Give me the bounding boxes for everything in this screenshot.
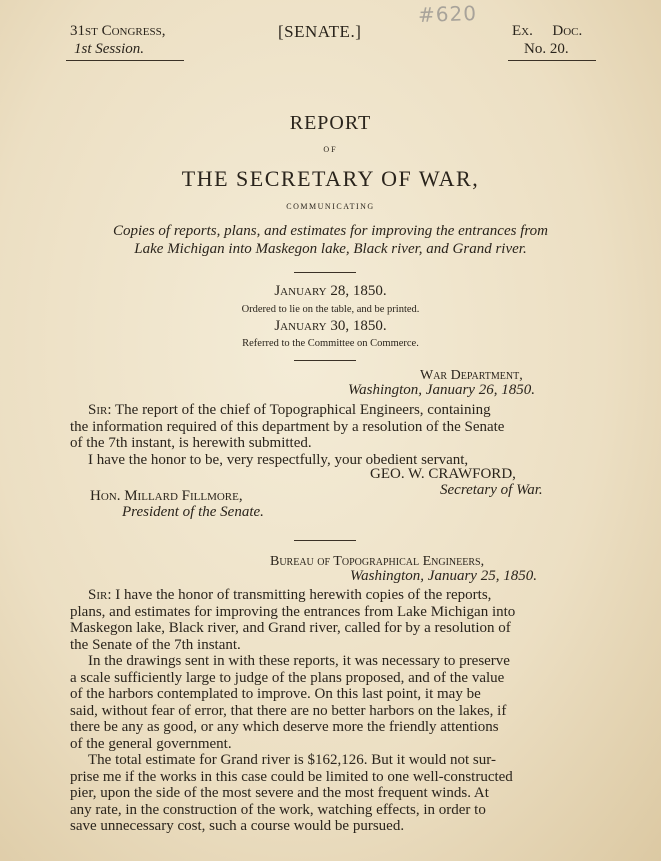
doc-type-text: Doc. xyxy=(552,23,583,39)
communicating-text: COMMUNICATING xyxy=(286,202,375,211)
date-2: January 30, 1850. xyxy=(274,318,387,334)
report-heading: REPORT xyxy=(289,112,372,134)
of-text: OF xyxy=(323,145,338,154)
divider-2 xyxy=(294,360,356,361)
letter1-place: War Department, xyxy=(420,368,523,383)
letter2-p2-line-2: a scale sufficiently large to judge of the plans proposed, and of the value xyxy=(70,669,505,686)
letter2-p3-line-2: prise me if the works in this case could be limited to one well-constructed xyxy=(70,768,513,785)
letter1-addressee-title: President of the Senate. xyxy=(122,504,264,520)
order-1: Ordered to lie on the table, and be printed. xyxy=(241,304,420,315)
subject-line-2: Lake Michigan into Maskegon lake, Black river, and Grand river. xyxy=(134,241,527,257)
letter1-line-3: of the 7th instant, is herewith submitted. xyxy=(70,435,312,451)
subject-text xyxy=(0,222,661,258)
letter2-salutation: Sir: xyxy=(88,587,112,603)
divider-1 xyxy=(294,272,356,273)
letter2-p1-line-3: Maskegon lake, Black river, and Grand river, called for by a resolution of xyxy=(70,620,511,636)
header-rule-right xyxy=(508,60,596,61)
letter2-dateline: Washington, January 25, 1850. xyxy=(350,568,537,584)
letter2-p2-line-3: of the harbors contemplated to improve. On this last point, it may be xyxy=(70,686,481,702)
letter2-p3-line-3: pier, upon the side of the most severe and the most frequent winds. At xyxy=(70,785,489,801)
letter1-dateline: Washington, January 26, 1850. xyxy=(348,382,535,398)
letter2-p2-line-6: of the general government. xyxy=(70,735,232,752)
order-2: Referred to the Committee on Commerce. xyxy=(242,338,419,349)
header-rule-left xyxy=(66,60,184,61)
letter2-p2-line-1: In the drawings sent in with these reports, it was necessary to preserve xyxy=(88,653,510,669)
letter2-paragraph-1 xyxy=(70,587,594,653)
handwritten-note: #620 xyxy=(417,0,478,28)
doc-type-label xyxy=(512,22,582,40)
congress-label xyxy=(70,22,165,40)
divider-3 xyxy=(294,540,356,541)
letter2-p1-line-1-text: I have the honor of transmitting herewith copies of the reports, xyxy=(111,587,492,603)
letter1-addressee: Hon. Millard Fillmore, xyxy=(90,488,243,504)
secretary-heading: THE SECRETARY OF WAR, xyxy=(181,166,480,191)
letter2-p2-line-4: said, without fear of error, that there are no better harbors on the lakes, if xyxy=(70,702,507,719)
letter2-place: Bureau of Topographical Engineers, xyxy=(270,554,485,569)
letter1-body xyxy=(70,402,590,468)
letter1-line-1-text: The report of the chief of Topographical Engineers, containing xyxy=(111,402,491,418)
letter2-p3-line-1: The total estimate for Grand river is $162,126. But it would not sur- xyxy=(88,752,496,768)
letter2-paragraph-3 xyxy=(70,752,594,835)
letter1-line-2: the information required of this department by a resolution of the Senate xyxy=(70,418,505,435)
letter2-paragraph-2 xyxy=(70,653,594,752)
letter2-p1-line-1 xyxy=(70,587,594,604)
chamber-label: [SENATE.] xyxy=(278,22,362,41)
letter1-salutation: Sir: xyxy=(88,402,112,418)
date-1: January 28, 1850. xyxy=(274,283,387,299)
letter2-p2-line-5: there be any as good, or any which deserve more the friendly attentions xyxy=(70,719,499,735)
subject-line-1: Copies of reports, plans, and estimates for improving the entrances from xyxy=(113,223,548,239)
letter2-p3-line-4: any rate, in the construction of the work, watching effects, in order to xyxy=(70,801,486,818)
letter2-p1-line-2: plans, and estimates for improving the entrances from Lake Michigan into xyxy=(70,603,516,620)
letter2-body xyxy=(70,587,594,835)
letter2-p3-line-5: save unnecessary cost, such a course would be pursued. xyxy=(70,818,405,834)
letter1-signature-title: Secretary of War. xyxy=(440,482,543,498)
letter1-signature: GEO. W. CRAWFORD, xyxy=(370,466,516,482)
letter1-line-1 xyxy=(70,402,590,419)
doc-number: No. 20. xyxy=(524,41,569,57)
letter2-p1-line-4: the Senate of the 7th instant. xyxy=(70,636,241,653)
letter1-closing: I have the honor to be, very respectfully, your obedient servant, xyxy=(88,451,469,468)
session-label: 1st Session. xyxy=(74,41,145,57)
congress-text: 31st Congress, xyxy=(70,23,166,39)
doc-label-text: Ex. xyxy=(512,23,533,39)
